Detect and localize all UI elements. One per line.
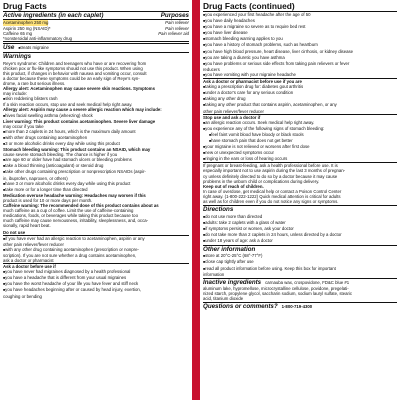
warning-line: product is used for 10 or more days per month.: [3, 197, 93, 203]
ingredient-purpose: Pain reliever aid: [158, 30, 189, 36]
directions-line: ■ adults: take 2 caplets with a glass of water: [203, 220, 397, 226]
ask-doctor-line: ■ you have problems or serious side effects from taking pain relievers or fever: [203, 61, 397, 67]
warning-line: this product, if changes in behavior with nausea and vomiting occur, consult: [3, 70, 147, 76]
warning-line: medications, foods, or beverages while taking this product because too: [3, 213, 138, 219]
ask-doctor-line: ■ you have vomiting with your migraine headache: [203, 72, 397, 79]
pregnancy-line: especially important not to use aspirin during the last 3 months of pregnan-: [203, 168, 346, 174]
drug-facts-panel-left: [0, 0, 192, 400]
ingredient-purpose: Pain reliever: [165, 25, 189, 31]
warning-line: Stomach bleeding warning: This product contains an NSAID, which may: [3, 147, 151, 153]
overdose-line: as well as for children even if you do not notice any signs or symptoms.: [203, 199, 339, 204]
stop-use-line: ■ an allergic reaction occurs. Seek medical help right away.: [203, 120, 397, 126]
directions-heading: Directions: [203, 205, 397, 213]
drug-facts-title: Drug Facts: [3, 0, 189, 12]
pregnancy-line: problems in the unborn child or complications during delivery.: [203, 178, 320, 184]
use-text: ■ treats migraine: [18, 45, 49, 51]
inactive-ingredients-line: carnauba wax, crospovidone, FD&C blue #1: [265, 279, 350, 285]
stop-use-heading: Stop use and ask a doctor if: [203, 114, 261, 120]
warning-line: ■ take other drugs containing prescription or nonprescription NSAIDs (aspir-: [3, 169, 189, 175]
stop-use-line: ■ new or unexpected symptoms occur: [203, 150, 397, 156]
overdose-line: right away. (1-800-222-1222) Quick medical attention is critical for adults: [203, 193, 341, 199]
overdose-line: In case of overdose, get medical help or contact a Poison Control Center: [203, 188, 342, 194]
warning-line: Liver warning: This product contains acetaminophen. Severe liver damage: [3, 118, 156, 124]
directions-line: ■ if symptoms persist or worsen, ask your doctor: [203, 226, 397, 232]
ask-doctor-line: ■ you have a migraine so severe as to require bed rest: [203, 24, 397, 30]
ask-pharmacist-line: other pain reliever/fever reducer: [203, 109, 397, 115]
inactive-ingredients-section: [203, 278, 397, 286]
active-ingredients-header: [3, 12, 189, 20]
warning-line: ■ more than 2 caplets in 24 hours, which is the maximum daily amount: [3, 129, 189, 135]
use-section: [3, 43, 189, 51]
do-not-use-line: scription). If you are not sure whether a drug contains acetaminophen,: [3, 252, 137, 258]
do-not-use-line: ■ if you have ever had an allergic reaction to acetaminophen, aspirin or any: [3, 236, 189, 242]
purposes-heading: Purposes: [160, 12, 189, 19]
ingredient-name: Aspirin 250 mg (NSAID)*: [3, 25, 51, 31]
other-info-line: ■ read all product information before using. Keep this box for important: [203, 266, 397, 272]
ask-doctor-line: ■ you are taking a diuretic you have asthma: [203, 55, 397, 61]
ask-doctor-line: ■ you have a headache that is different from your usual migraines: [3, 275, 189, 281]
warning-line: ■ hives facial swelling asthma (wheezing) shock: [3, 113, 189, 119]
other-info-heading: Other information: [203, 245, 397, 253]
questions-section: [203, 302, 397, 310]
warning-line: ■ have 3 or more alcoholic drinks every day while using this product: [3, 181, 189, 187]
ask-doctor-heading: Ask a doctor before use if: [3, 264, 56, 270]
stop-use-line: ■ feel faint vomit blood have bloody or black stools: [203, 132, 397, 138]
questions-phone[interactable]: 1-800-719-4300: [281, 304, 313, 310]
drug-facts-panel-right: [200, 0, 400, 400]
warning-line: ■ are age 60 or older have had stomach ulcers or bleeding problems: [3, 157, 189, 163]
keep-out-of-reach: Keep out of reach of children.: [203, 183, 264, 189]
ask-doctor-line: ■ you have liver disease: [203, 30, 397, 36]
inactive-ingredients-line: aluminum lake, hypromellose, microcrystalline cellulose, povidone, pregelati-: [203, 286, 349, 292]
warning-line: chicken pox or flu-like symptoms should not use this product. When using: [3, 65, 143, 71]
ask-doctor-line: coughing or bending: [3, 293, 42, 299]
do-not-use-line: ask a doctor or pharmacist: [3, 258, 189, 264]
other-info-line: information: [203, 271, 225, 277]
warning-line: in, ibuprofen, naproxen, or others): [3, 175, 68, 181]
ask-doctor-line: ■ you have headaches beginning after or caused by head injury, exertion,: [3, 287, 189, 293]
warning-line: cause severe stomach bleeding. The chance is higher if you: [3, 152, 118, 158]
ask-doctor-line: reducers: [203, 66, 220, 72]
warning-line: Allergy alert: Acetaminophen may cause severe skin reactions. Symptoms: [3, 86, 155, 92]
use-heading: Use: [3, 43, 15, 51]
pregnancy-line: If pregnant or breast-feeding, ask a health professional before use. It is: [203, 163, 338, 169]
ask-doctor-line: ■ you have daily headaches: [203, 18, 397, 24]
ingredient-name: Caffeine 65 mg: [3, 30, 33, 36]
ask-pharmacist-line: ■ taking any other product that contains aspirin, acetaminophen, or any: [203, 102, 397, 108]
warning-line: a doctor because these symptoms could be an early sign of Reye's syn-: [3, 75, 140, 81]
ask-doctor-line: ■ you have never had migraines diagnosed by a health professional: [3, 269, 189, 275]
stop-use-line: ■ ringing in the ears or loss of hearing occurs: [203, 156, 397, 163]
warning-line: ■ skin reddening blisters rash: [3, 96, 189, 102]
ingredient-purpose: Pain reliever: [165, 20, 189, 26]
ask-pharmacist-line: ■ under a doctor's care for any serious condition: [203, 90, 397, 96]
ask-doctor-line: ■ you have the worst headache of your life you have fever and stiff neck: [3, 281, 189, 287]
warnings-heading: Warnings: [3, 52, 189, 60]
do-not-use-line: other pain reliever/fever reducer: [3, 241, 64, 247]
ask-pharmacist-heading: Ask a doctor or pharmacist before use if you are: [203, 79, 302, 85]
warning-line: sionally, rapid heart beat.: [3, 223, 51, 229]
warning-line: ■ take a blood thinning (anticoagulant) or steroid drug: [3, 163, 189, 169]
warning-line: Medication overuse headache warning: Headaches may worsen if this: [3, 192, 146, 198]
warning-line: ■ with other drugs containing acetaminophen: [3, 135, 189, 141]
warning-line: Caffeine warning: The recommended dose of this product contains about as: [3, 203, 159, 209]
ask-pharmacist-line: ■ taking any other drug: [203, 96, 397, 102]
ask-doctor-line: ■ stomach bleeding warning applies to you: [203, 36, 397, 42]
ask-doctor-line: ■ you have a history of stomach problems, such as heartburn: [203, 42, 397, 48]
directions-line: ■ do not take more than 2 caplets in 24 hours, unless directed by a doctor: [203, 232, 397, 238]
stop-use-line: ■ you experience any of the following signs of stomach bleeding:: [203, 126, 397, 132]
stop-use-line: ■ have stomach pain that does not get better: [203, 138, 397, 144]
pregnancy-line: cy unless definitely directed to do so by a doctor because it may cause: [203, 173, 338, 179]
active-ingredients-heading: Active ingredients (in each caplet): [3, 12, 104, 19]
do-not-use-line: ■ with any other drug containing acetaminophen (prescription or nonpre-: [3, 247, 189, 253]
stop-use-line: ■ your migraine is not relieved or worsens after first dose: [203, 144, 397, 150]
warning-line: ■ 3 or more alcoholic drinks every day while using this product: [3, 141, 189, 147]
warning-line: If a skin reaction occurs, stop use and seek medical help right away.: [3, 102, 133, 108]
drug-facts-continued-title: Drug Facts (continued): [203, 0, 397, 12]
ask-doctor-line: ■ you have high blood pressure, heart disease, liver cirrhosis, or kidney disease: [203, 49, 397, 55]
ingredient-name: Acetaminophen 250 mg: [3, 20, 49, 26]
ask-pharmacist-line: ■ taking a prescription drug for: diabetes gout arthritis: [203, 84, 397, 90]
inactive-ingredients-line: nized starch, propylene glycol, saccharin sodium, sodium lauryl sulfate, stearic: [203, 291, 353, 297]
do-not-use-heading: Do not use: [3, 230, 189, 236]
directions-line: ■ under 18 years of age: ask a doctor: [203, 238, 397, 244]
warning-line: drome, a rare but serious illness.: [3, 80, 66, 86]
warning-line: much caffeine may cause nervousness, irritability, sleeplessness, and, occa-: [3, 218, 149, 224]
other-info-line: ■ store at 20°C-25°C (68°-77°F): [203, 253, 397, 259]
questions-heading: Questions or comments?: [203, 303, 278, 311]
warning-line: Reye's syndrome: Children and teenagers who have or are recovering from: [3, 60, 147, 66]
ask-doctor-line: ■ you experienced your first headache after the age of 50: [203, 12, 397, 18]
warning-line: may include:: [3, 91, 28, 97]
inactive-ingredients-heading: Inactive ingredients: [203, 278, 262, 286]
warning-line: ■ take more or for a longer time than directed: [3, 187, 189, 193]
inactive-ingredients-line: acid, titanium dioxide: [203, 296, 244, 302]
other-info-line: ■ close cap tightly after use: [203, 259, 397, 265]
warning-line: may occur if you take: [3, 123, 44, 129]
warning-line: much caffeine as a cup of coffee. Limit the use of caffeine-containing: [3, 208, 134, 214]
warning-line: Allergy alert: Aspirin may cause a severe allergic reaction which may include:: [3, 107, 162, 113]
directions-line: ■ do not use more than directed: [203, 214, 397, 220]
warnings-body: [3, 61, 189, 229]
nsaid-note: *nonsteroidal anti-inflammatory drug: [3, 36, 189, 42]
